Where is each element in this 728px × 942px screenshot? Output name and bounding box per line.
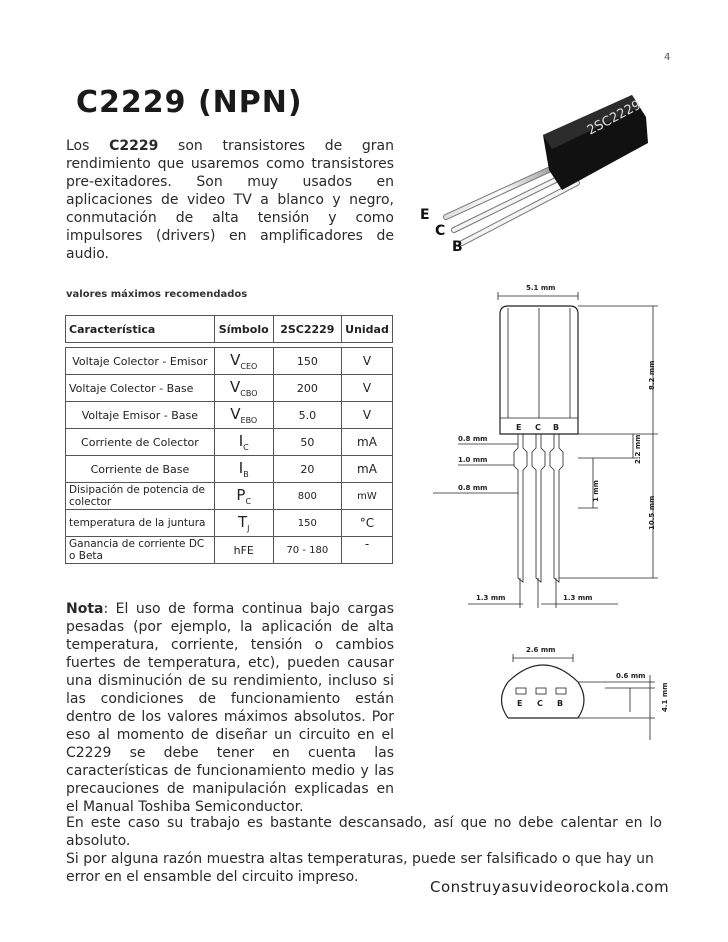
symbol-subscript: B [243,470,249,479]
cell-value: 20 [273,456,341,483]
symbol-subscript: EBO [240,416,258,425]
body-marking: 2SC2229 [584,97,644,139]
cell-unit: mA [342,429,393,456]
cell-unit: mA [342,456,393,483]
cell-unit: V [342,348,393,375]
bottom-line-2: Si por alguna razón muestra altas temperaturas, puede ser falsificado o que hay un error en el ensamble del circuito impreso. [66,851,654,885]
dim-pitch-left: 1.3 mm [476,594,506,602]
note-paragraph [66,600,394,816]
cell-unit: - [342,537,393,564]
photo-pin-e: E [420,207,430,223]
cell-unit: V [342,402,393,429]
cell-unit: V [342,375,393,402]
cell-characteristic: Voltaje Emisor - Base [66,402,215,429]
footer-site: Construyasuvideorockola.com [430,878,670,896]
symbol-letter: V [230,378,241,396]
cell-symbol [214,429,273,456]
symbol-subscript: CBO [240,389,258,398]
specs-table [65,315,393,564]
table-row [66,375,393,402]
header-part: 2SC2229 [273,316,341,343]
dim-lead-top: 0.8 mm [458,435,488,443]
cell-symbol: hFE [214,537,273,564]
table-row [66,483,393,510]
cell-value: 5.0 [273,402,341,429]
cell-value: 50 [273,429,341,456]
photo-pin-c: C [435,223,446,239]
diagram-pin-e: E [516,423,522,432]
header-symbol: Símbolo [214,316,273,343]
table-header-row [66,316,393,343]
table-row [66,429,393,456]
dim-lead: 1.0 mm [458,456,488,464]
symbol-subscript: CEO [240,362,258,371]
cell-symbol [214,483,273,510]
symbol-subscript: C [245,497,252,506]
table-row [66,456,393,483]
cell-symbol [214,510,273,537]
header-characteristic: Característica [66,316,215,343]
intro-bold: C2229 [109,138,159,154]
cell-characteristic: Voltaje Colector - Emisor [66,348,215,375]
note-text: : El uso de forma continua bajo cargas pesadas (por ejemplo, la aplicación de alta temperatura, corriente, tensión o cambios fuertes de temperatura, etc), pueden causar una disminución de su rendimiento, incluso si las condiciones de funcionamiento están dentro de los valores máximos absolutos. Por eso al momento de diseñar un circuito en el C2229 se debe tener en cuenta las características de funcionamiento medio y las precauciones de manipulación explicadas en el Manual Toshiba Semiconductor. [66,601,394,815]
cell-value: 800 [273,483,341,510]
dim-shoulder: 2.2 mm [634,434,642,464]
cell-characteristic: Corriente de Base [66,456,215,483]
symbol-letter: T [237,513,248,531]
intro-paragraph [66,137,394,263]
symbol-letter: V [230,405,241,423]
dim-lead-bottom: 0.8 mm [458,484,488,492]
dim-bend: 1 mm [592,480,600,502]
bottom-line-1: En este caso su trabajo es bastante descansado, así que no debe calentar en lo absoluto. [66,815,662,849]
table-row [66,348,393,375]
symbol-letter: V [230,351,241,369]
symbol-letter: P [236,486,246,504]
table-row [66,510,393,537]
cell-characteristic: Voltaje Colector - Base [66,375,215,402]
cell-value: 150 [273,348,341,375]
cell-value: 70 - 180 [273,537,341,564]
bottom-paragraph [66,814,662,886]
bottom-pin-c: C [537,699,543,708]
cell-unit: °C [342,510,393,537]
cell-characteristic: temperatura de la juntura [66,510,215,537]
bottom-view-drawing [440,640,675,745]
symbol-subscript: J [247,524,250,533]
cell-symbol [214,348,273,375]
cell-unit: mW [342,483,393,510]
diagram-pin-b: B [553,423,560,432]
transistor-photo [410,95,650,260]
dim-top-width: 5.1 mm [526,284,556,292]
dim-depth: 4.1 mm [661,682,669,712]
dim-flat-offset: 0.6 mm [616,672,646,680]
intro-text: son transistores de gran rendimiento que usaremos como transistores pre-exitadores. Son muy usados en aplicaciones de video TV a blanco y negro, conmutación de alta tensión y como impulsores (drivers) en amplificadores de audio. [66,138,394,262]
cell-symbol [214,456,273,483]
photo-pin-b: B [452,239,463,255]
cell-value: 200 [273,375,341,402]
bottom-pin-b: B [557,699,564,708]
cell-characteristic: Corriente de Colector [66,429,215,456]
bottom-pin-e: E [517,699,523,708]
transistor-body [543,95,648,190]
page-number: 4 [664,52,671,63]
table-row [66,537,393,564]
dim-bottom-width: 2.6 mm [526,646,556,654]
cell-symbol [214,375,273,402]
dim-total-height: 10.5 mm [648,495,656,530]
intro-prefix: Los [66,138,110,154]
dim-pitch-right: 1.3 mm [563,594,593,602]
cell-value: 150 [273,510,341,537]
dim-body-height: 8.2 mm [648,360,656,390]
cell-symbol [214,402,273,429]
cell-characteristic: Ganancia de corriente DC o Beta [66,537,215,564]
symbol-subscript: C [243,443,249,452]
page-title: C2229 (NPN) [76,85,303,120]
symbol-letter: I [238,459,244,477]
dimension-drawing [428,278,668,608]
diagram-pin-c: C [535,423,541,432]
table-row [66,402,393,429]
symbol-letter: I [238,432,244,450]
header-unit: Unidad [342,316,393,343]
max-values-title: valores máximos recomendados [66,289,248,300]
cell-characteristic: Disipación de potencia de colector [66,483,215,510]
note-label: Nota [66,601,104,617]
